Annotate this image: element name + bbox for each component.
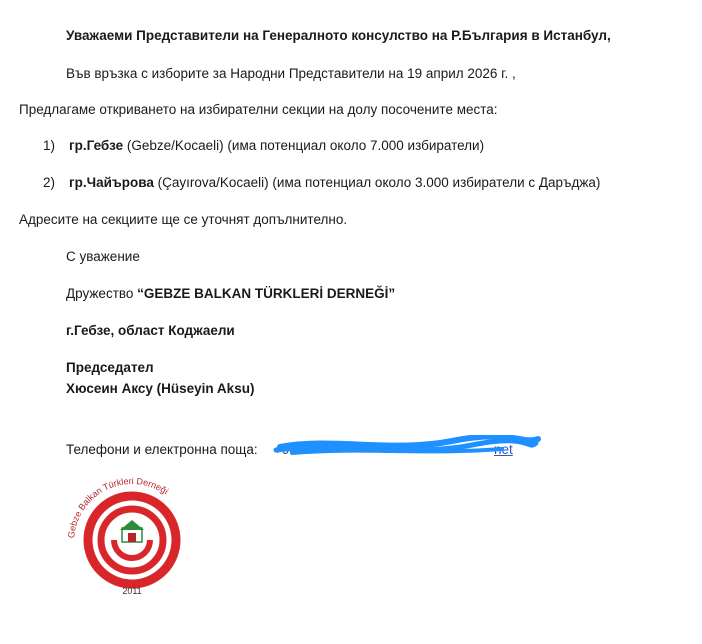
list-item-city: гр.Гебзе xyxy=(69,138,124,153)
signer-name: Хюсеин Аксу (Hüseyin Aksu) xyxy=(66,381,255,396)
contact-line xyxy=(66,441,536,463)
closing: С уважение xyxy=(66,249,140,264)
list-item-details: (Çayırova/Kocaeli) (има потенциал около 3.000 избиратели с Даръджа) xyxy=(153,175,601,190)
list-item-details: (Gebze/Kocaeli) (има потенциал около 7.000 избиратели) xyxy=(123,138,485,153)
logo-spiral-icon xyxy=(88,496,176,584)
organization-line xyxy=(66,285,395,303)
list-item-number: 2) xyxy=(43,175,56,190)
contact-email-link[interactable]: net xyxy=(494,442,513,457)
contact-label: Телефони и електронна поща: xyxy=(66,442,258,457)
list-item-city: гр.Чайърова xyxy=(69,175,154,190)
organization-name: “GEBZE BALKAN TÜRKLERİ DERNEĞİ” xyxy=(137,286,396,301)
intro-paragraph: Във връзка с изборите за Народни Представители на 19 април 2026 г. , xyxy=(66,66,516,81)
list-item-number: 1) xyxy=(43,138,56,153)
list-item xyxy=(43,174,600,192)
greeting: Уважаеми Представители на Генералното консулство на Р.България в Истанбул, xyxy=(66,28,611,43)
redaction-scribble xyxy=(272,435,542,461)
association-logo xyxy=(62,470,202,600)
signer-title: Председател xyxy=(66,360,154,375)
contact-phone-partial: +90 5 xyxy=(274,442,309,457)
location: г.Гебзе, област Коджаели xyxy=(66,323,235,338)
logo-arc-text: Gebze Balkan Türkleri Derneği xyxy=(66,475,171,539)
proposal-paragraph: Предлагаме откриването на избирателни секции на долу посочените места: xyxy=(19,102,498,117)
list-item xyxy=(43,137,484,155)
organization-prefix: Дружество xyxy=(66,286,138,301)
logo-year: 2011 xyxy=(122,586,142,596)
addresses-note: Адресите на секциите ще се уточнят допълнително. xyxy=(19,212,348,227)
